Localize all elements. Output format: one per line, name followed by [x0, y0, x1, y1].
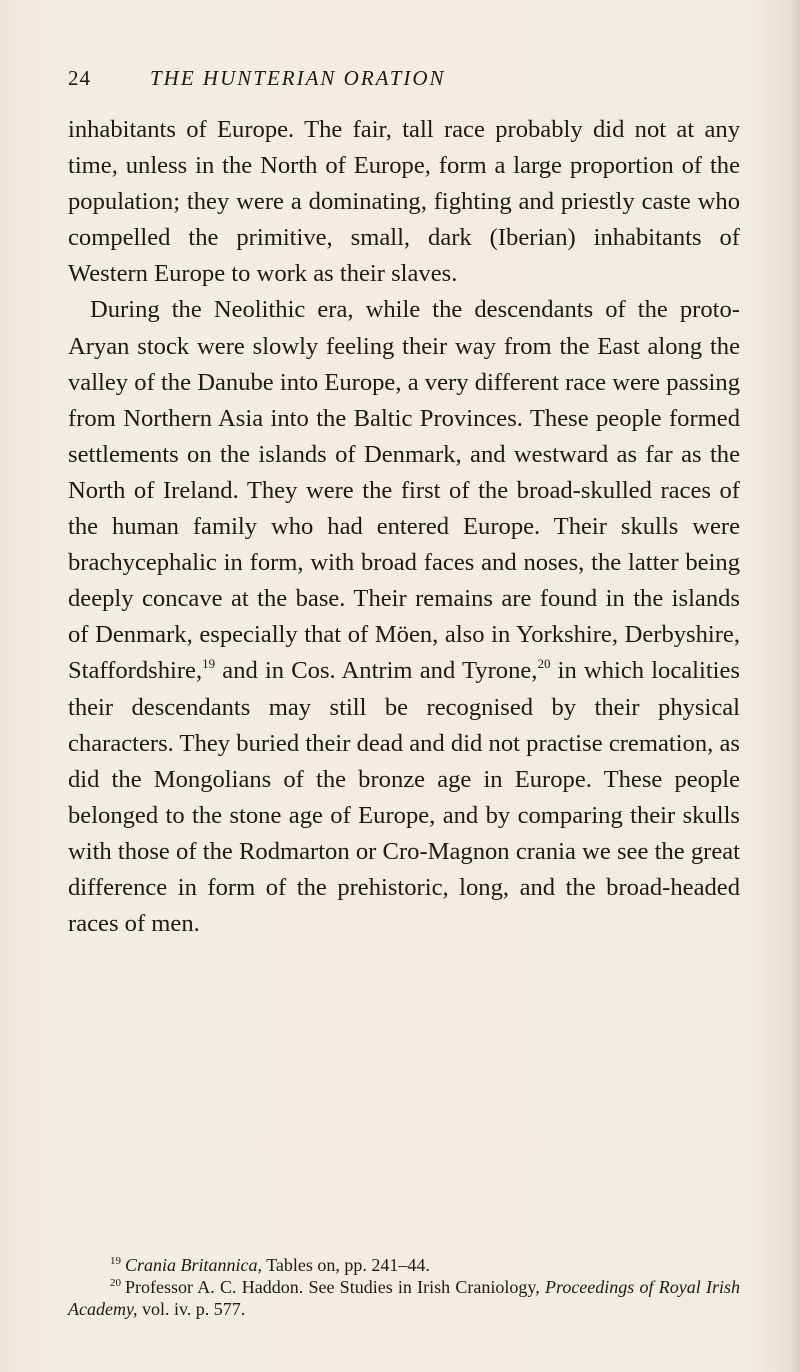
- page-number: 24: [68, 66, 91, 90]
- page-fold-shadow: [786, 0, 800, 1372]
- footnote-ref-20[interactable]: 20: [537, 656, 551, 672]
- body-text: [68, 112, 740, 942]
- running-title: THE HUNTERIAN ORATION: [150, 66, 446, 90]
- footnote-20-text: Professor A. C. Haddon. See Studies in Irish Craniology,: [125, 1277, 545, 1297]
- footnotes: [68, 1254, 740, 1320]
- running-head: [68, 66, 668, 96]
- footnote-marker: 19: [110, 1255, 121, 1267]
- paragraph-2-part-1: During the Neolithic era, while the descendants of the proto-Aryan stock were slowly feeling their way from the East along the valley of the Danube into Europe, a very different race were passing from Northern Asia into the Baltic Provinces. These people formed settlements on the islands of Denmark, and westward as far as the North of Ireland. They were the first of the broad-skulled races of the human family who had entered Europe. Their skulls were brachycephalic in form, with broad faces and noses, the latter being deeply concave at the base. Their remains are found in the islands of Denmark, especially that of Möen, also in Yorkshire, Derbyshire, Staffordshire,: [68, 296, 740, 685]
- footnote-ref-19[interactable]: 19: [202, 656, 216, 672]
- footnote-20-journal: Proceedings of Royal Irish Academy,: [68, 1277, 741, 1319]
- footnote-20: [68, 1276, 740, 1320]
- footnote-19-text: Tables on, pp. 241–44.: [262, 1255, 430, 1275]
- footnote-marker: 20: [110, 1277, 121, 1289]
- footnote-19-title: Crania Britannica,: [125, 1255, 263, 1275]
- paragraph-2: [68, 292, 740, 942]
- paragraph-2-part-3: in which localities their descendants may still be recognised by their physical characters. They buried their dead and did not practise cremation, as did the Mongolians of the bronze age in Europe. These people belonged to the stone age of Europe, and by comparing their skulls with those of the Rodmarton or Cro-Magnon crania we see the great difference in form of the prehistoric, long, and the broad-headed races of men.: [68, 657, 741, 938]
- paragraph-2-part-2: and in Cos. Antrim and Tyrone,: [215, 657, 538, 685]
- paragraph-1: inhabitants of Europe. The fair, tall race probably did not at any time, unless in the North of Europe, form a large proportion of the population; they were a dominating, fighting and priestly caste who compelled the primitive, small, dark (Iberian) inhabitants of Western Europe to work as their slaves.: [68, 116, 740, 288]
- footnote-20-text-after: vol. iv. p. 577.: [137, 1299, 246, 1319]
- footnote-19: [68, 1254, 740, 1276]
